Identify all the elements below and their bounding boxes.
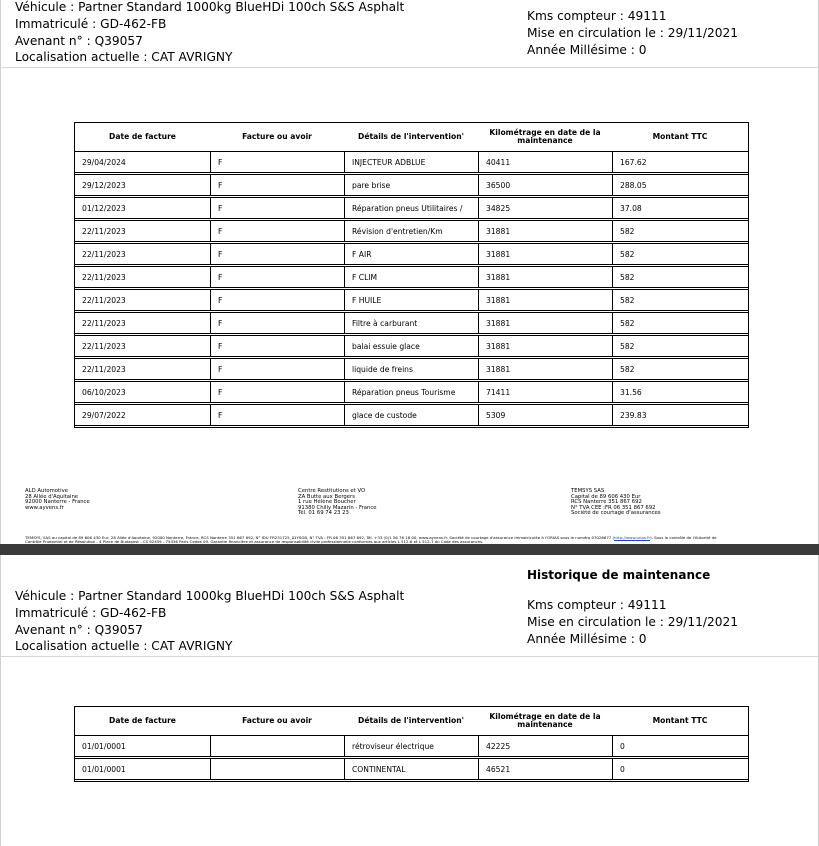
cell-date: 01/01/0001 <box>75 735 210 757</box>
table-row <box>75 358 748 380</box>
header-details: Détails de l'intervention' <box>358 132 464 141</box>
orias-link[interactable]: http://www.orias.fr <box>614 536 651 540</box>
cell-details: F CLIM <box>344 266 478 288</box>
footer-line: TEMSYS SAS <box>571 488 605 494</box>
table-header-row <box>75 708 748 734</box>
footer-line: Centre Restitutions et VO <box>298 488 366 494</box>
footer-ald-address <box>25 489 90 511</box>
footer-line: 92000 Nanterre - France <box>25 499 90 506</box>
vehicle-registration: Immatriculé : GD-462-FB <box>15 16 167 31</box>
cell-type: F <box>210 358 344 380</box>
page-separator <box>0 544 819 555</box>
header-divider <box>0 67 819 68</box>
maintenance-table <box>74 706 749 782</box>
cell-type: F <box>210 174 344 196</box>
table-row <box>75 243 748 265</box>
cell-amount: 582 <box>612 335 748 357</box>
cell-details: balai essuie glace <box>344 335 478 357</box>
cell-mileage: 31881 <box>478 243 612 265</box>
legal-text: Contrôle Prudentiel et de Résolution - 4 Place de Budapest - CS 92459 - 75436 Paris Cedex 09. Garantie financière et assurance de responsabilité civile professionnelle conformes aux articles L 512-6 et L 512-7 du Code des assurances. <box>25 539 484 544</box>
vehicle-location: Localisation actuelle : CAT AVRIGNY <box>15 50 233 65</box>
cell-date: 22/11/2023 <box>75 312 210 334</box>
odometer: Kms compteur : 49111 <box>527 9 667 23</box>
cell-amount: 582 <box>612 243 748 265</box>
cell-date: 22/11/2023 <box>75 266 210 288</box>
cell-type: F <box>210 289 344 311</box>
cell-amount: 582 <box>612 266 748 288</box>
cell-date: 22/11/2023 <box>75 289 210 311</box>
footer-line: Capital de 89 606 430 Eur <box>571 493 641 500</box>
cell-date: 29/12/2023 <box>75 174 210 196</box>
cell-mileage: 31881 <box>478 312 612 334</box>
cell-mileage: 31881 <box>478 358 612 380</box>
vehicle-stats <box>527 8 738 58</box>
cell-date: 01/12/2023 <box>75 197 210 219</box>
cell-type: F <box>210 335 344 357</box>
cell-amount: 0 <box>612 758 748 780</box>
registration-date: Mise en circulation le : 29/11/2021 <box>527 614 739 629</box>
cell-details: liquide de freins <box>344 358 478 380</box>
cell-date: 01/01/0001 <box>75 758 210 780</box>
cell-mileage: 46521 <box>478 758 612 780</box>
footer-centre-address <box>298 489 377 517</box>
footer-line: Tél. 01 69 74 23 23 <box>298 510 349 517</box>
legal-notice <box>25 536 805 544</box>
maintenance-table <box>74 122 749 428</box>
cell-amount: 167.62 <box>612 151 748 173</box>
cell-details: INJECTEUR ADBLUE <box>344 151 478 173</box>
table-row <box>75 735 748 757</box>
footer-line: www.ayvens.fr <box>25 504 64 511</box>
cell-date: 22/11/2023 <box>75 220 210 242</box>
registration-date: Mise en circulation le : 29/11/2021 <box>527 25 739 40</box>
header-amount: Montant TTC <box>652 132 708 141</box>
table-row <box>75 220 748 242</box>
cell-amount: 0 <box>612 735 748 757</box>
cell-date: 22/11/2023 <box>75 243 210 265</box>
cell-type: F <box>210 381 344 403</box>
cell-details: Réparation pneus Tourisme <box>344 381 478 403</box>
cell-amount: 582 <box>612 312 748 334</box>
table-row <box>75 151 748 173</box>
cell-mileage: 34825 <box>478 197 612 219</box>
vehicle-contract: Avenant n° : Q39057 <box>15 33 143 48</box>
table-row <box>75 335 748 357</box>
cell-type: F <box>210 151 344 173</box>
cell-type: F <box>210 312 344 334</box>
cell-amount: 582 <box>612 289 748 311</box>
cell-mileage: 31881 <box>478 335 612 357</box>
footer-line: ZA Butte aux Bergers <box>298 493 355 500</box>
footer-line: 28 Allée d'Aquitaine <box>25 493 79 500</box>
table-row <box>75 404 748 426</box>
footer-line: 1 rue Hélène Boucher <box>298 499 356 506</box>
cell-details: F HUILE <box>344 289 478 311</box>
legal-text: ). Sous le contrôle de l'Autorité de <box>650 536 717 540</box>
vehicle-info <box>15 0 404 66</box>
cell-amount: 239.83 <box>612 404 748 426</box>
report-page-2 <box>0 555 819 846</box>
model-year: Année Millésime : 0 <box>527 631 647 646</box>
footer-line: ALD Automotive <box>25 488 68 494</box>
vehicle-info <box>15 588 404 655</box>
document-title: Historique de maintenance <box>527 568 711 582</box>
cell-mileage: 31881 <box>478 289 612 311</box>
legal-text: TEMSYS, SAS au capital de 89 606 430 Eur, 28 Allée d'Aquitaine, 92000 Nanterre, France, RCS Nanterre 351 867 692, N° IDU FR231725_01YSGB, N° TVA : FR 06 351 867 692, Tél. +33 (0)1 56 76 18 00, www.ayvens.fr. Société de courtage d'assurance immatriculée à l'ORIAS sous le numéro 07026677 ( <box>25 536 615 540</box>
cell-mileage: 36500 <box>478 174 612 196</box>
cell-amount: 31.56 <box>612 381 748 403</box>
table-row <box>75 758 748 780</box>
header-divider <box>0 656 819 657</box>
footer-line: 91380 Chilly Mazarin - France <box>298 504 377 511</box>
cell-type <box>210 758 344 780</box>
footer-line: RCS Nanterre 351 867 692 <box>571 499 642 506</box>
vehicle-stats <box>527 597 738 647</box>
cell-type: F <box>210 197 344 219</box>
header-amount: Montant TTC <box>652 716 708 725</box>
cell-mileage: 31881 <box>478 266 612 288</box>
table-header-row <box>75 124 748 150</box>
cell-details: pare brise <box>344 174 478 196</box>
header-details: Détails de l'intervention' <box>358 716 464 725</box>
header-date: Date de facture <box>109 716 176 725</box>
header-type: Facture ou avoir <box>242 716 312 725</box>
cell-mileage: 31881 <box>478 220 612 242</box>
vehicle-model: Véhicule : Partner Standard 1000kg BlueHDi 100ch S&S Asphalt <box>15 0 405 14</box>
header-mileage: Kilométrage en date de la maintenance <box>489 712 601 729</box>
cell-details: Filtre à carburant <box>344 312 478 334</box>
cell-date: 29/04/2024 <box>75 151 210 173</box>
cell-amount: 37.08 <box>612 197 748 219</box>
cell-date: 22/11/2023 <box>75 335 210 357</box>
model-year: Année Millésime : 0 <box>527 42 647 57</box>
header-type: Facture ou avoir <box>242 132 312 141</box>
footer-temsys-address <box>571 489 661 517</box>
cell-type: F <box>210 220 344 242</box>
vehicle-registration: Immatriculé : GD-462-FB <box>15 605 167 620</box>
cell-mileage: 71411 <box>478 381 612 403</box>
table-row <box>75 197 748 219</box>
header-date: Date de facture <box>109 132 176 141</box>
vehicle-model: Véhicule : Partner Standard 1000kg BlueHDi 100ch S&S Asphalt <box>15 589 405 603</box>
table-row <box>75 381 748 403</box>
cell-type: F <box>210 243 344 265</box>
cell-details: Révision d'entretien/Km <box>344 220 478 242</box>
cell-details: rétroviseur électrique <box>344 735 478 757</box>
table-row <box>75 266 748 288</box>
cell-date: 06/10/2023 <box>75 381 210 403</box>
page-edge-line <box>0 0 1 544</box>
cell-amount: 288.05 <box>612 174 748 196</box>
table-row <box>75 174 748 196</box>
cell-details: F AIR <box>344 243 478 265</box>
footer-line: Société de courtage d'assurances <box>571 510 661 517</box>
cell-type: F <box>210 404 344 426</box>
cell-date: 29/07/2022 <box>75 404 210 426</box>
footer-line: N° TVA CEE :FR 06 351 867 692 <box>571 504 656 511</box>
cell-date: 22/11/2023 <box>75 358 210 380</box>
cell-mileage: 42225 <box>478 735 612 757</box>
cell-amount: 582 <box>612 220 748 242</box>
cell-mileage: 5309 <box>478 404 612 426</box>
vehicle-location: Localisation actuelle : CAT AVRIGNY <box>15 639 233 654</box>
cell-type <box>210 735 344 757</box>
cell-mileage: 40411 <box>478 151 612 173</box>
table-row <box>75 289 748 311</box>
page-edge-line <box>0 555 1 846</box>
cell-details: glace de custode <box>344 404 478 426</box>
cell-details: Réparation pneus Utilitaires / <box>344 197 478 219</box>
header-mileage: Kilométrage en date de la maintenance <box>489 128 601 145</box>
vehicle-contract: Avenant n° : Q39057 <box>15 622 143 637</box>
cell-amount: 582 <box>612 358 748 380</box>
cell-details: CONTINENTAL <box>344 758 478 780</box>
table-row <box>75 312 748 334</box>
cell-type: F <box>210 266 344 288</box>
odometer: Kms compteur : 49111 <box>527 598 667 612</box>
